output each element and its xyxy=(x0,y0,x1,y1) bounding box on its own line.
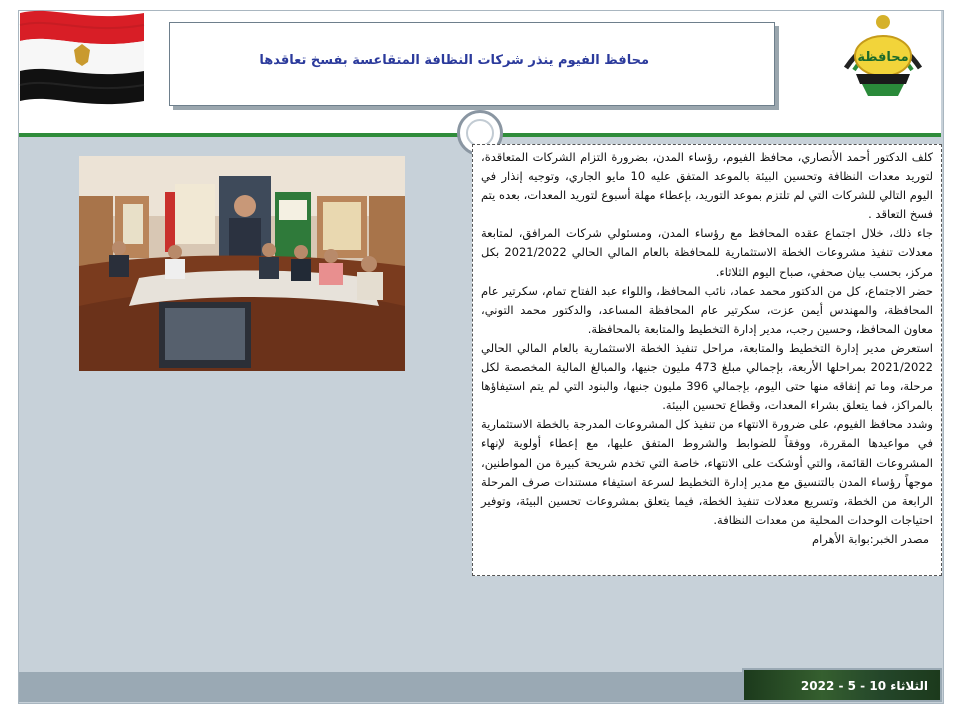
article-paragraph: استعرض مدير إدارة التخطيط والمتابعة، مراحل تنفيذ الخطة الاستثمارية بالعام المالي الحالي 2021/2022 بمراحلها الأربعة، بإجمالي مبلغ 473 مليون جنيها، والمبالغ المالية المخصصة لكل مرحلة، وما تم إنفاقه منها حتى اليوم، بإجمالي 396 مليون جنيها، والبنود التي لم يتم استيفاؤها بالمراكز، فما يتعلق بشراء المعدات، وقطاع تحسين البيئة. xyxy=(481,340,934,413)
fayoum-governorate-logo xyxy=(836,10,930,102)
article-paragraph: حضر الاجتماع، كل من الدكتور محمد عماد، نائب المحافظ، واللواء عبد الفتاح تمام، سكرتير عام المحافظة، والمهندس أيمن عزت، سكرتير عام المحافظة المساعد، والدكتور محمد التوني، معاون المحافظ، وحسين رجب، مدير إدارة التخطيط والمتابعة بالمحافظة. xyxy=(481,283,933,336)
headline-box xyxy=(169,22,775,106)
article-body xyxy=(472,144,942,576)
article-paragraph: جاء ذلك، خلال اجتماع عقده المحافظ مع رؤساء المدن، ومسئولي شركات المرافق، لمتابعة معدلات تنفيذ مشروعات الخطة الاستثمارية للمحافظة بالعام المالي الحالي 2021/2022 بكل مركز، بحسب بيان صحفي، صباح اليوم الثلاثاء. xyxy=(481,226,933,279)
date-label: الثلاثاء 10 - 5 - 2022 xyxy=(800,679,928,693)
egypt-flag-image xyxy=(14,5,150,105)
article-paragraph: وشدد محافظ الفيوم، على ضرورة الانتهاء من تنفيذ كل المشروعات المدرجة بالخطة الاستثمارية في مواعيدها المقررة، ووفقاً للضوابط والشروط المتفق عليها، مع إعطاء أولوية لإنهاء المشروعات القائمة، والتي أوشكت على الانتهاء، خاصة التي تخدم شريحة كبيرة من المواطنين، موجهاً رؤساء المدن بالتنسيق مع مدير إدارة التخطيط لسرعة استيفاء مستندات صرف المرحلة الرابعة من الخطة، وتسريع معدلات تنفيذ الخطة، فيما يتعلق بمشروعات تحسين البيئة، وتوفير احتياجات الوحدات المحلية من معدات النظافة. xyxy=(481,417,933,527)
date-box xyxy=(742,668,942,702)
article-paragraph: كلف الدكتور أحمد الأنصاري، محافظ الفيوم، رؤساء المدن، بضرورة التزام الشركات المتعاقدة، لتوريد معدات النظافة وتحسين البيئة بالموعد المتفق عليه 10 مايو الجاري، وتوجيه إنذار في اليوم التالي للشركات التي لم تلتزم بموعد التوريد، بإعطاء مهلة أسبوع لتوريد المعدات، بعده يتم فسخ التعاقد . xyxy=(481,150,933,222)
article-source: مصدر الخبر:بوابة الأهرام xyxy=(811,531,929,546)
meeting-photo xyxy=(79,156,405,371)
svg-text:محافظة: محافظة xyxy=(857,50,909,65)
headline-title: محافظ الفيوم ينذر شركات النظافة المتقاعسة بفسخ تعاقدها xyxy=(259,53,649,68)
